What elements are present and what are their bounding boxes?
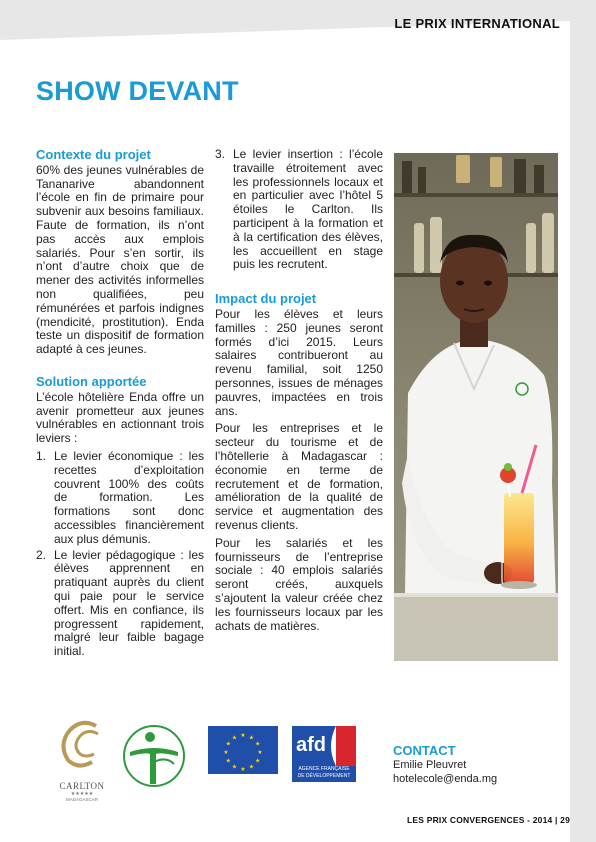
list-item bbox=[36, 549, 204, 659]
contact-email[interactable]: hotelecole@enda.mg bbox=[393, 773, 498, 785]
svg-text:★: ★ bbox=[248, 763, 255, 771]
levers-list bbox=[36, 450, 204, 659]
carlton-monogram-icon bbox=[52, 716, 112, 776]
page-footer: LES PRIX CONVERGENCES - 2014 | 29 bbox=[407, 815, 570, 825]
carlton-stars: ★★★★★ bbox=[70, 791, 94, 797]
svg-text:★: ★ bbox=[240, 766, 246, 773]
list-number: 1. bbox=[36, 448, 47, 463]
bartender-illustration bbox=[394, 153, 558, 661]
list-text: Le levier pédagogique : les élèves apprennent en pratiquant auprès du client qui paie pour le service offert. Mis en confiance, ils progressent rapidement, malgré leur faible bagage initial. bbox=[54, 547, 204, 659]
enda-figure-icon bbox=[120, 722, 188, 790]
afd-logo bbox=[292, 726, 356, 782]
contact-heading: CONTACT bbox=[393, 743, 456, 758]
eu-flag-icon bbox=[208, 726, 278, 774]
impact-paragraph: Pour les entreprises et le secteur du tourisme et de l’hôtellerie à Madagascar : économie en terme de recrutement et de formation, amélioration de la qualité de service et augmentation des revenus clients. bbox=[215, 421, 383, 532]
contexte-heading: Contexte du projet bbox=[36, 147, 151, 162]
text-column-left bbox=[36, 148, 204, 661]
contact-block bbox=[393, 744, 497, 786]
right-margin-strip bbox=[570, 20, 596, 842]
svg-text:★: ★ bbox=[223, 749, 229, 756]
contact-name: Emilie Pleuvret bbox=[393, 759, 467, 771]
bartender-photo bbox=[394, 153, 558, 661]
contexte-text: 60% des jeunes vulnérables de Tananarive abandonnent l’école en fin de primaire pour subvenir aux besoins familiaux. Faute de formation, ils n’ont pas accès aux emplois salariés. Pour s’en sortir, ils n’ont d’autre choix que de mener des activités informelles non qualifiées, peu rémunérées et parfois indignes (mendicité, prostitution). Enda teste un dispositif de formation adapté à ces jeunes. bbox=[36, 162, 204, 357]
svg-text:★: ★ bbox=[257, 749, 263, 756]
svg-text:★: ★ bbox=[240, 732, 246, 739]
levers-list-continued bbox=[215, 148, 383, 272]
svg-text:★: ★ bbox=[231, 763, 238, 771]
enda-logo bbox=[120, 722, 188, 795]
svg-text:★: ★ bbox=[255, 757, 261, 765]
list-text: Le levier insertion : l’école travaille étroitement avec les professionnels locaux et en particulier avec l’hôtel 5 étoiles le Carlton. Ils participent à la formation et à la certification des élèves, les accueillent en stage puis les recrutent. bbox=[233, 147, 383, 272]
text-column-middle bbox=[215, 148, 383, 637]
list-text: Le levier économique : les recettes d’exploitation couvrent 100% des coûts de formation. Les formations sont donc accessibles financièrement aux plus démunis. bbox=[54, 448, 204, 546]
carlton-name: CARLTON bbox=[59, 781, 105, 791]
page-title: SHOW DEVANT bbox=[36, 76, 239, 106]
list-item bbox=[215, 148, 383, 272]
carlton-place: MADAGASCAR bbox=[65, 797, 98, 802]
svg-text:★: ★ bbox=[255, 740, 261, 748]
list-item bbox=[36, 450, 204, 547]
svg-text:★: ★ bbox=[225, 757, 231, 765]
afd-line2: DE DÉVELOPPEMENT bbox=[297, 773, 351, 779]
afd-line1: AGENCE FRANÇAISE bbox=[298, 766, 350, 772]
svg-text:★: ★ bbox=[231, 734, 238, 742]
list-number: 2. bbox=[36, 547, 47, 562]
solution-text: L’école hôtelière Enda offre un avenir prometteur aux jeunes vulnérables en actionnant trois leviers : bbox=[36, 389, 204, 446]
eu-flag-logo bbox=[208, 726, 278, 779]
list-number: 3. bbox=[215, 147, 226, 161]
svg-text:★: ★ bbox=[225, 740, 231, 748]
impact-paragraph: Pour les élèves et leurs familles : 250 jeunes seront formés d’ici 2015. Leurs salaires contribueront au revenu familial, soit 1250 personnes, issues de ménages pauvres, impactées en trois ans. bbox=[215, 306, 383, 418]
svg-text:★: ★ bbox=[248, 734, 255, 742]
solution-heading: Solution apportée bbox=[36, 373, 147, 389]
afd-mark: afd bbox=[296, 734, 326, 756]
section-label: LE PRIX INTERNATIONAL bbox=[394, 16, 560, 31]
impact-heading: Impact du projet bbox=[215, 291, 317, 307]
impact-paragraph: Pour les salariés et les fournisseurs de l’entreprise sociale : 40 emplois salariés seront créés, auxquels s’ajoutent la valeur créée chez les fournisseurs locaux par les achats de matières. bbox=[215, 535, 383, 633]
carlton-logo bbox=[52, 716, 112, 800]
